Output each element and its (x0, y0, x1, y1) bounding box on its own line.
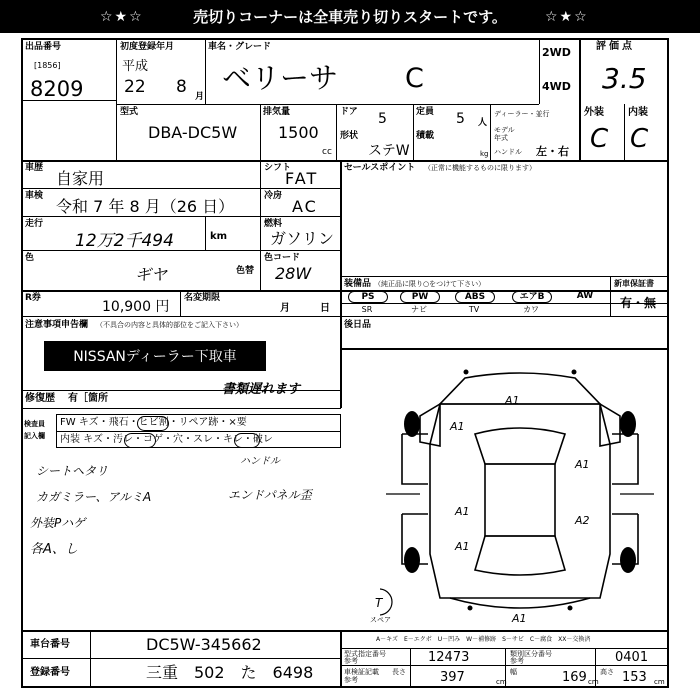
category: 自家用 (56, 169, 105, 188)
2wd-option: 2WD (542, 46, 571, 59)
equip-sr: SR (361, 305, 373, 314)
circle-chip (137, 416, 169, 431)
width-value: 169 (562, 670, 587, 685)
displacement-label: 排気量 (263, 107, 291, 117)
width-label: 幅 (510, 668, 517, 676)
kg-unit: kg (480, 150, 489, 158)
repair-label: 修復歴 (25, 393, 55, 404)
inspector-label-1: 検査員 (24, 420, 45, 428)
mark-front-left: A1 (450, 420, 465, 433)
person-unit: 人 (478, 118, 488, 128)
reg-year: 22 (124, 77, 146, 97)
inspection-label: 車検 (25, 191, 44, 201)
sales-point-sub: （正常に機能するものに限ります） (424, 164, 536, 172)
car-name: ベリーサ (222, 61, 339, 95)
type-spec-number: 12473 (428, 650, 470, 665)
shift: FAT (285, 169, 319, 188)
color-code: 28W (275, 264, 312, 283)
length-label: 長さ (392, 668, 406, 676)
reference-label-3: 参考 (344, 676, 358, 684)
handle-value: 左・右 (536, 145, 569, 158)
car-damage-diagram (380, 364, 660, 628)
handle-label: ハンドル (494, 148, 522, 156)
handle-note: ハンドル (240, 456, 280, 467)
recycle-label: R券 (25, 293, 41, 303)
equip-label: 装備品 (344, 279, 372, 289)
mark-roof: A1 (505, 394, 520, 407)
equip-leather: カワ (523, 305, 539, 314)
mark-left-quarter: A1 (455, 540, 470, 553)
reference-label-2: 参考 (510, 657, 524, 665)
model-label: 型式 (120, 107, 139, 117)
dealer-badge: NISSANディーラー下取車 (44, 341, 266, 371)
score: 3.5 (602, 62, 647, 95)
first-reg-label: 初度登録年月 (120, 42, 175, 52)
month-unit: 月 (195, 92, 205, 102)
color-code-label: 色コード (264, 253, 301, 263)
spare-label: スペア (370, 616, 391, 624)
equip-tv: TV (468, 305, 480, 314)
interior-label: 内装 (628, 107, 648, 118)
mileage: 12万2千494 (75, 231, 174, 251)
mark-left-rear-door: A1 (455, 505, 470, 518)
recycle: 10,900 円 (102, 299, 170, 315)
height-label: 高さ (600, 668, 614, 676)
chassis-label: 車台番号 (30, 639, 70, 650)
reg-month: 8 (176, 77, 187, 97)
lot-label: 出品番号 (25, 42, 62, 52)
model-year-label: モデル 年式 (494, 126, 515, 142)
docs-late-note: 書類遅れます (222, 382, 301, 397)
equip-aw: AW (576, 291, 594, 301)
fuel: ガソリン (270, 229, 335, 248)
note-line-4: 各A、し (30, 542, 78, 557)
mark-right-rear-door: A2 (575, 514, 590, 527)
color-change-label: 色替 (236, 266, 255, 276)
name-grade-label: 車名・グレード (208, 42, 272, 52)
lot-sub: [1856] (34, 61, 61, 70)
cooler: AC (292, 197, 318, 216)
mark-rear: A1 (512, 612, 527, 625)
equip-navi: ナビ (411, 305, 427, 314)
length-unit: cm (496, 678, 507, 686)
repair-value: 有［箇所 (68, 393, 108, 404)
note-line-2: カガミラー、アルミA (36, 490, 152, 504)
equip-airbag: エアB (512, 291, 552, 303)
top-banner (0, 0, 700, 33)
circle-scuff (234, 433, 260, 448)
exterior-grade: C (590, 124, 609, 154)
shift-label: シフト (264, 163, 292, 173)
plate-label: 登録番号 (30, 667, 70, 678)
displacement: 1500 (278, 123, 319, 142)
interior-grade: C (630, 124, 649, 154)
sales-point-label: セールスポイント (344, 163, 416, 173)
km-unit: km (210, 231, 228, 242)
height-value: 153 (622, 670, 647, 685)
spare-mark: T (375, 596, 383, 610)
lot-number: 8209 (30, 77, 84, 101)
color-label: 色 (25, 253, 35, 263)
end-panel-note: エンドパネル歪 (228, 488, 312, 502)
door-label: ドア (340, 107, 358, 117)
exterior-label: 外装 (584, 107, 604, 118)
capacity: 5 (456, 111, 465, 127)
mileage-label: 走行 (25, 219, 44, 229)
length-value: 397 (440, 670, 465, 685)
plate-number: 三重 502 た 6498 (146, 663, 314, 682)
category-label: 車歴 (25, 163, 44, 173)
4wd-option: 4WD (542, 80, 571, 93)
warranty-label: 新車保証書 (614, 279, 654, 288)
shape: ステW (368, 143, 410, 159)
banner-stars-right: ☆★☆ (545, 8, 589, 25)
score-label: 評価点 (596, 41, 635, 52)
mark-right-door: A1 (575, 458, 590, 471)
inspection: 令和 7 年 8 月（26 日） (56, 197, 235, 216)
equip-pw: PW (400, 291, 440, 303)
note-line-1: シートヘタリ (36, 464, 109, 478)
shape-label: 形状 (340, 131, 359, 141)
type-spec-label: 型式指定番号 (344, 650, 386, 658)
equip-sub: （純正品に限り○をつけて下さい） (374, 280, 486, 288)
model: DBA-DC5W (148, 123, 238, 142)
damage-legend: A－キズ E－エクボ U－凹み W－補修跡 S－サビ C－腐食 XX－交換済 (376, 636, 591, 643)
cc-unit: cc (322, 147, 332, 157)
after-items-label: 後日品 (344, 320, 372, 330)
fuel-label: 燃料 (264, 219, 283, 229)
dims-label: 車検証記載 (344, 668, 379, 676)
check-row-exterior: FW キズ・飛石・ヒビ割・リペア跡・×要 (60, 417, 247, 428)
equip-abs: ABS (455, 291, 495, 303)
check-row-interior: 内装 キズ・汚レ・コゲ・穴・スレ・キレ・破レ (60, 434, 273, 445)
width-unit: cm (588, 678, 599, 686)
name-change-label: 名変期限 (184, 293, 221, 303)
cooler-label: 冷房 (264, 191, 283, 201)
banner-text: 売切りコーナーは全車売り切りスタートです。 (193, 8, 507, 26)
doors: 5 (378, 111, 387, 127)
dealer-label: ディーラー・並行 (494, 110, 550, 118)
height-unit: cm (654, 678, 665, 686)
chassis-number: DC5W-345662 (146, 635, 262, 654)
notes-sub: （不具合の内容と具体的部位をご記入下さい） (96, 321, 243, 329)
circle-dirt (124, 433, 156, 448)
class-label: 類別区分番号 (510, 650, 552, 658)
grade: C (405, 63, 424, 94)
era: 平成 (122, 59, 149, 74)
capacity-label: 定員 (416, 107, 435, 117)
warranty-value: 有・無 (620, 296, 657, 310)
reference-label-1: 参考 (344, 657, 358, 665)
note-line-3: 外装Pハゲ (30, 516, 86, 530)
color: ギヤ (135, 265, 168, 284)
inspector-label-2: 記入欄 (24, 432, 45, 440)
equip-ps: PS (348, 291, 388, 303)
class-number: 0401 (615, 650, 649, 665)
notes-label: 注意事項申告欄 (25, 320, 89, 330)
load-label: 積載 (416, 131, 435, 141)
banner-stars-left: ☆★☆ (100, 8, 144, 25)
month-day: 月 日 (280, 303, 330, 314)
